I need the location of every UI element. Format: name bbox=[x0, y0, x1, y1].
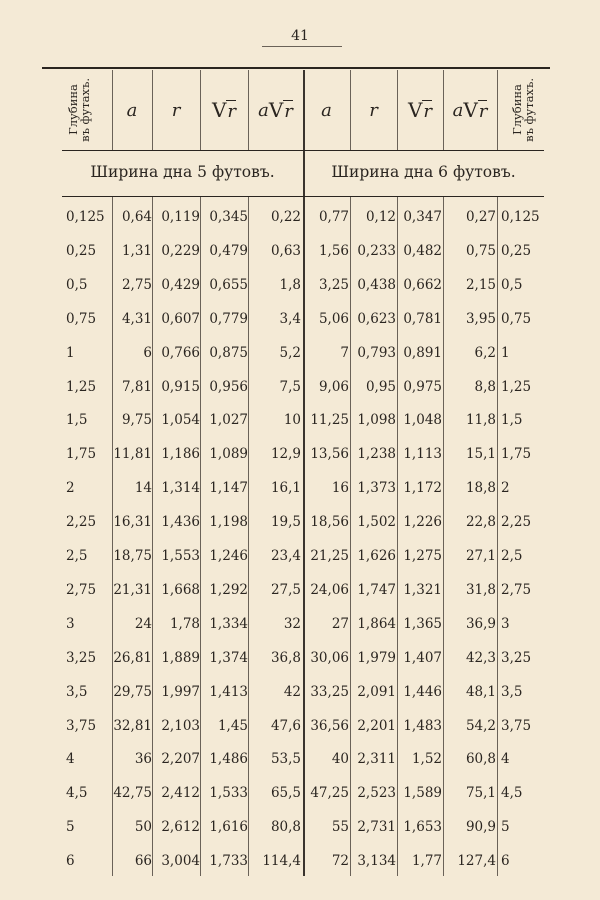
cell-r-right: 1,098 bbox=[357, 412, 396, 429]
cell-a-sqrt-r-left: 3,4 bbox=[279, 310, 301, 327]
header-a-right: a bbox=[321, 99, 332, 121]
cell-a-sqrt-r-right: 15,1 bbox=[465, 446, 496, 463]
cell-a-left: 0,64 bbox=[121, 209, 152, 225]
cell-a-left: 50 bbox=[134, 819, 152, 836]
table-top-rule bbox=[42, 67, 550, 69]
table-row bbox=[0, 607, 600, 641]
cell-sqrt-r-right: 1,365 bbox=[403, 615, 442, 632]
cell-a-sqrt-r-right: 2,15 bbox=[465, 276, 496, 293]
table-row bbox=[0, 709, 600, 743]
cell-sqrt-r-right: 1,048 bbox=[403, 412, 442, 429]
cell-a-right: 0,77 bbox=[318, 209, 349, 225]
cell-a-sqrt-r-right: 3,95 bbox=[465, 310, 496, 327]
cell-r-right: 1,238 bbox=[357, 446, 396, 463]
header-r-right: r bbox=[369, 99, 378, 121]
cell-a-sqrt-r-right: 31,8 bbox=[465, 581, 496, 598]
cell-depth-right: 5 bbox=[501, 819, 510, 836]
cell-r-left: 1,78 bbox=[169, 615, 200, 632]
header-sqrt-r-left: Vr bbox=[211, 98, 237, 122]
cell-sqrt-r-left: 1,486 bbox=[209, 751, 248, 768]
cell-depth-left: 1 bbox=[66, 344, 75, 361]
table-row bbox=[0, 776, 600, 810]
cell-sqrt-r-left: 0,956 bbox=[209, 378, 248, 395]
cell-r-right: 1,373 bbox=[357, 480, 396, 497]
cell-a-right: 72 bbox=[331, 853, 349, 870]
cell-sqrt-r-right: 1,77 bbox=[411, 853, 442, 870]
table-row bbox=[0, 336, 600, 370]
cell-a-sqrt-r-left: 65,5 bbox=[270, 785, 301, 802]
header-r-left: r bbox=[171, 99, 181, 121]
cell-sqrt-r-left: 1,198 bbox=[209, 514, 248, 531]
table-row bbox=[0, 844, 600, 878]
cell-depth-right: 2,25 bbox=[501, 514, 532, 531]
cell-r-left: 1,997 bbox=[161, 683, 200, 700]
cell-depth-left: 2,5 bbox=[66, 548, 88, 564]
cell-sqrt-r-right: 0,975 bbox=[403, 378, 442, 395]
cell-a-sqrt-r-left: 16,1 bbox=[270, 480, 301, 497]
cell-a-sqrt-r-right: 6,2 bbox=[474, 344, 496, 361]
header-a-sqrt-r-right: a Vr bbox=[452, 98, 488, 122]
cell-a-right: 36,56 bbox=[310, 717, 349, 734]
cell-depth-right: 1 bbox=[501, 344, 510, 361]
cell-r-left: 1,553 bbox=[161, 548, 200, 564]
cell-a-left: 42,75 bbox=[113, 785, 152, 802]
cell-sqrt-r-left: 1,616 bbox=[209, 819, 248, 836]
cell-r-right: 1,502 bbox=[357, 514, 396, 531]
cell-sqrt-r-right: 1,407 bbox=[403, 649, 442, 666]
cell-r-right: 2,091 bbox=[357, 683, 396, 700]
cell-a-sqrt-r-right: 60,8 bbox=[465, 751, 496, 768]
cell-r-left: 1,054 bbox=[161, 412, 200, 429]
cell-a-sqrt-r-right: 0,27 bbox=[465, 209, 496, 225]
cell-depth-right: 1,5 bbox=[501, 412, 523, 429]
cell-sqrt-r-right: 1,52 bbox=[411, 751, 442, 768]
cell-a-left: 11,81 bbox=[113, 446, 152, 463]
cell-a-right: 11,25 bbox=[310, 412, 349, 429]
cell-r-right: 0,233 bbox=[357, 242, 396, 259]
cell-sqrt-r-right: 1,172 bbox=[403, 480, 442, 497]
cell-depth-left: 3,25 bbox=[66, 649, 97, 666]
cell-a-sqrt-r-left: 7,5 bbox=[279, 378, 301, 395]
cell-sqrt-r-left: 1,413 bbox=[209, 683, 248, 700]
cell-sqrt-r-right: 0,662 bbox=[403, 276, 442, 293]
cell-sqrt-r-left: 1,147 bbox=[209, 480, 248, 497]
cell-depth-left: 4,5 bbox=[66, 785, 88, 802]
cell-a-sqrt-r-left: 23,4 bbox=[270, 548, 301, 564]
cell-depth-left: 3 bbox=[66, 615, 75, 632]
cell-a-sqrt-r-right: 22,8 bbox=[465, 514, 496, 531]
section-bottom-rule bbox=[62, 196, 544, 197]
cell-r-right: 1,979 bbox=[357, 649, 396, 666]
cell-a-left: 24 bbox=[134, 615, 152, 632]
cell-r-left: 1,186 bbox=[161, 446, 200, 463]
column-divider bbox=[497, 70, 498, 150]
cell-r-right: 3,134 bbox=[357, 853, 396, 870]
cell-a-sqrt-r-right: 27,1 bbox=[465, 548, 496, 564]
cell-r-left: 2,103 bbox=[161, 717, 200, 734]
cell-r-right: 2,731 bbox=[357, 819, 396, 836]
table-row bbox=[0, 471, 600, 505]
table-row bbox=[0, 539, 600, 573]
cell-depth-right: 0,125 bbox=[501, 209, 540, 225]
cell-sqrt-r-left: 1,292 bbox=[209, 581, 248, 598]
cell-depth-right: 3,5 bbox=[501, 683, 523, 700]
cell-a-right: 21,25 bbox=[310, 548, 349, 564]
header-bottom-rule bbox=[62, 150, 544, 151]
table-row bbox=[0, 200, 600, 234]
cell-a-left: 32,81 bbox=[113, 717, 152, 734]
table-row bbox=[0, 810, 600, 844]
cell-a-right: 3,25 bbox=[318, 276, 349, 293]
cell-a-sqrt-r-right: 36,9 bbox=[465, 615, 496, 632]
cell-depth-left: 2,75 bbox=[66, 581, 97, 598]
cell-depth-right: 4 bbox=[501, 751, 510, 768]
cell-r-right: 0,623 bbox=[357, 310, 396, 327]
cell-depth-left: 0,125 bbox=[66, 209, 105, 225]
cell-sqrt-r-left: 1,246 bbox=[209, 548, 248, 564]
cell-r-left: 0,119 bbox=[161, 209, 200, 225]
cell-depth-left: 0,25 bbox=[66, 242, 97, 259]
cell-depth-right: 3,25 bbox=[501, 649, 532, 666]
section-label-right: Ширина дна 6 футовъ. bbox=[331, 163, 516, 181]
cell-a-left: 16,31 bbox=[113, 514, 152, 531]
cell-sqrt-r-right: 1,226 bbox=[403, 514, 442, 531]
cell-sqrt-r-left: 0,875 bbox=[209, 344, 248, 361]
header-a-sqrt-r-left: a Vr bbox=[258, 98, 293, 122]
cell-a-sqrt-r-left: 80,8 bbox=[270, 819, 301, 836]
table-row bbox=[0, 437, 600, 471]
cell-sqrt-r-right: 0,482 bbox=[403, 242, 442, 259]
cell-r-right: 1,864 bbox=[357, 615, 396, 632]
cell-a-sqrt-r-right: 8,8 bbox=[474, 378, 496, 395]
cell-depth-right: 2,75 bbox=[501, 581, 532, 598]
cell-sqrt-r-left: 1,027 bbox=[209, 412, 248, 429]
cell-r-left: 3,004 bbox=[161, 853, 200, 870]
cell-sqrt-r-right: 1,483 bbox=[403, 717, 442, 734]
cell-a-right: 16 bbox=[331, 480, 349, 497]
cell-sqrt-r-left: 1,089 bbox=[209, 446, 248, 463]
cell-a-right: 5,06 bbox=[318, 310, 349, 327]
cell-depth-left: 1,5 bbox=[66, 412, 88, 429]
cell-a-sqrt-r-left: 53,5 bbox=[270, 751, 301, 768]
cell-r-left: 2,612 bbox=[161, 819, 200, 836]
table-row bbox=[0, 505, 600, 539]
cell-a-left: 6 bbox=[143, 344, 152, 361]
cell-depth-left: 1,75 bbox=[66, 446, 97, 463]
cell-sqrt-r-left: 1,733 bbox=[209, 853, 248, 870]
cell-depth-right: 1,75 bbox=[501, 446, 532, 463]
cell-a-sqrt-r-left: 19,5 bbox=[270, 514, 301, 531]
cell-r-left: 0,229 bbox=[161, 242, 200, 259]
cell-r-right: 2,523 bbox=[357, 785, 396, 802]
cell-sqrt-r-right: 1,446 bbox=[403, 683, 442, 700]
cell-depth-left: 3,75 bbox=[66, 717, 97, 734]
cell-depth-right: 0,5 bbox=[501, 276, 523, 293]
cell-sqrt-r-right: 1,113 bbox=[403, 446, 442, 463]
cell-depth-left: 1,25 bbox=[66, 378, 97, 395]
cell-sqrt-r-right: 0,347 bbox=[403, 209, 442, 225]
cell-a-right: 9,06 bbox=[318, 378, 349, 395]
table-row bbox=[0, 302, 600, 336]
cell-a-right: 7 bbox=[340, 344, 349, 361]
cell-a-sqrt-r-right: 48,1 bbox=[465, 683, 496, 700]
cell-a-right: 24,06 bbox=[310, 581, 349, 598]
cell-a-sqrt-r-right: 54,2 bbox=[465, 717, 496, 734]
cell-depth-left: 4 bbox=[66, 751, 75, 768]
cell-a-sqrt-r-right: 75,1 bbox=[465, 785, 496, 802]
cell-depth-left: 0,75 bbox=[66, 310, 97, 327]
table-row bbox=[0, 268, 600, 302]
table-row bbox=[0, 742, 600, 776]
cell-sqrt-r-right: 1,321 bbox=[403, 581, 442, 598]
cell-r-left: 2,412 bbox=[161, 785, 200, 802]
table-row bbox=[0, 573, 600, 607]
table-row bbox=[0, 675, 600, 709]
cell-depth-right: 6 bbox=[501, 853, 510, 870]
cell-depth-right: 0,75 bbox=[501, 310, 532, 327]
cell-a-left: 36 bbox=[134, 751, 152, 768]
cell-r-left: 0,429 bbox=[161, 276, 200, 293]
cell-a-right: 33,25 bbox=[310, 683, 349, 700]
cell-sqrt-r-left: 1,334 bbox=[209, 615, 248, 632]
cell-depth-right: 2 bbox=[501, 480, 510, 497]
page-number: 41 bbox=[291, 28, 309, 44]
cell-a-sqrt-r-left: 47,6 bbox=[270, 717, 301, 734]
cell-a-right: 47,25 bbox=[310, 785, 349, 802]
cell-r-left: 2,207 bbox=[161, 751, 200, 768]
cell-a-right: 1,56 bbox=[318, 242, 349, 259]
cell-a-right: 30,06 bbox=[310, 649, 349, 666]
table-row bbox=[0, 234, 600, 268]
cell-a-sqrt-r-left: 36,8 bbox=[270, 649, 301, 666]
cell-r-right: 0,12 bbox=[365, 209, 396, 225]
cell-a-right: 18,56 bbox=[310, 514, 349, 531]
header-a-left: a bbox=[126, 99, 138, 121]
cell-r-left: 1,314 bbox=[161, 480, 200, 497]
cell-a-sqrt-r-right: 127,4 bbox=[457, 853, 496, 870]
cell-sqrt-r-right: 0,781 bbox=[403, 310, 442, 327]
header-depth-left: Глубина въ футахъ. bbox=[66, 78, 92, 142]
cell-a-left: 66 bbox=[134, 853, 152, 870]
cell-a-sqrt-r-right: 90,9 bbox=[465, 819, 496, 836]
cell-r-left: 1,889 bbox=[161, 649, 200, 666]
cell-sqrt-r-right: 0,891 bbox=[403, 344, 442, 361]
cell-r-left: 0,915 bbox=[161, 378, 200, 395]
cell-a-left: 18,75 bbox=[113, 548, 152, 564]
cell-depth-right: 0,25 bbox=[501, 242, 532, 259]
cell-a-sqrt-r-left: 27,5 bbox=[270, 581, 301, 598]
cell-a-sqrt-r-left: 0,22 bbox=[270, 209, 301, 225]
cell-sqrt-r-left: 0,779 bbox=[209, 310, 248, 327]
cell-depth-left: 5 bbox=[66, 819, 75, 836]
table-row bbox=[0, 403, 600, 437]
table-row bbox=[0, 370, 600, 404]
cell-a-sqrt-r-right: 11,8 bbox=[465, 412, 496, 429]
cell-depth-right: 1,25 bbox=[501, 378, 532, 395]
cell-depth-left: 3,5 bbox=[66, 683, 88, 700]
cell-r-left: 1,668 bbox=[161, 581, 200, 598]
cell-r-right: 0,438 bbox=[357, 276, 396, 293]
cell-sqrt-r-right: 1,275 bbox=[403, 548, 442, 564]
cell-depth-left: 2,25 bbox=[66, 514, 97, 531]
cell-sqrt-r-left: 0,345 bbox=[209, 209, 248, 225]
table-row bbox=[0, 641, 600, 675]
cell-a-right: 40 bbox=[331, 751, 349, 768]
cell-r-left: 1,436 bbox=[161, 514, 200, 531]
cell-depth-right: 4,5 bbox=[501, 785, 523, 802]
cell-sqrt-r-left: 0,479 bbox=[209, 242, 248, 259]
cell-depth-left: 6 bbox=[66, 853, 75, 870]
cell-r-right: 1,747 bbox=[357, 581, 396, 598]
cell-a-sqrt-r-left: 0,63 bbox=[270, 242, 301, 259]
cell-a-sqrt-r-left: 42 bbox=[283, 683, 301, 700]
cell-sqrt-r-right: 1,589 bbox=[403, 785, 442, 802]
cell-a-left: 29,75 bbox=[113, 683, 152, 700]
cell-depth-left: 0,5 bbox=[66, 276, 88, 293]
cell-a-sqrt-r-left: 32 bbox=[283, 615, 301, 632]
cell-sqrt-r-left: 1,45 bbox=[217, 717, 248, 734]
cell-a-left: 14 bbox=[134, 480, 152, 497]
cell-a-left: 26,81 bbox=[113, 649, 152, 666]
cell-r-right: 2,311 bbox=[357, 751, 396, 768]
cell-a-left: 9,75 bbox=[121, 412, 152, 429]
cell-a-sqrt-r-right: 42,3 bbox=[465, 649, 496, 666]
cell-depth-right: 2,5 bbox=[501, 548, 523, 564]
cell-sqrt-r-left: 0,655 bbox=[209, 276, 248, 293]
cell-sqrt-r-left: 1,533 bbox=[209, 785, 248, 802]
cell-a-sqrt-r-right: 0,75 bbox=[465, 242, 496, 259]
cell-r-right: 1,626 bbox=[357, 548, 396, 564]
cell-a-left: 21,31 bbox=[113, 581, 152, 598]
cell-a-left: 7,81 bbox=[121, 378, 152, 395]
cell-depth-left: 2 bbox=[66, 480, 75, 497]
cell-sqrt-r-left: 1,374 bbox=[209, 649, 248, 666]
page-number-rule bbox=[262, 46, 342, 47]
cell-r-right: 0,793 bbox=[357, 344, 396, 361]
cell-a-left: 1,31 bbox=[121, 242, 152, 259]
section-label-left: Ширина дна 5 футовъ. bbox=[90, 163, 275, 181]
cell-a-right: 27 bbox=[331, 615, 349, 632]
cell-a-sqrt-r-right: 18,8 bbox=[465, 480, 496, 497]
cell-a-sqrt-r-left: 12,9 bbox=[270, 446, 301, 463]
cell-a-left: 4,31 bbox=[121, 310, 152, 327]
cell-r-right: 2,201 bbox=[357, 717, 396, 734]
cell-a-sqrt-r-left: 114,4 bbox=[262, 853, 301, 870]
cell-a-left: 2,75 bbox=[121, 276, 152, 293]
header-sqrt-r-right: Vr bbox=[407, 98, 433, 122]
cell-a-sqrt-r-left: 10 bbox=[283, 412, 301, 429]
cell-r-left: 0,766 bbox=[161, 344, 200, 361]
cell-a-sqrt-r-left: 5,2 bbox=[279, 344, 301, 361]
cell-sqrt-r-right: 1,653 bbox=[403, 819, 442, 836]
cell-r-left: 0,607 bbox=[161, 310, 200, 327]
cell-a-sqrt-r-left: 1,8 bbox=[279, 276, 301, 293]
cell-a-right: 13,56 bbox=[310, 446, 349, 463]
cell-r-right: 0,95 bbox=[365, 378, 396, 395]
cell-a-right: 55 bbox=[331, 819, 349, 836]
cell-depth-right: 3,75 bbox=[501, 717, 532, 734]
cell-depth-right: 3 bbox=[501, 615, 510, 632]
header-depth-right: Глубина въ футахъ. bbox=[510, 78, 536, 142]
